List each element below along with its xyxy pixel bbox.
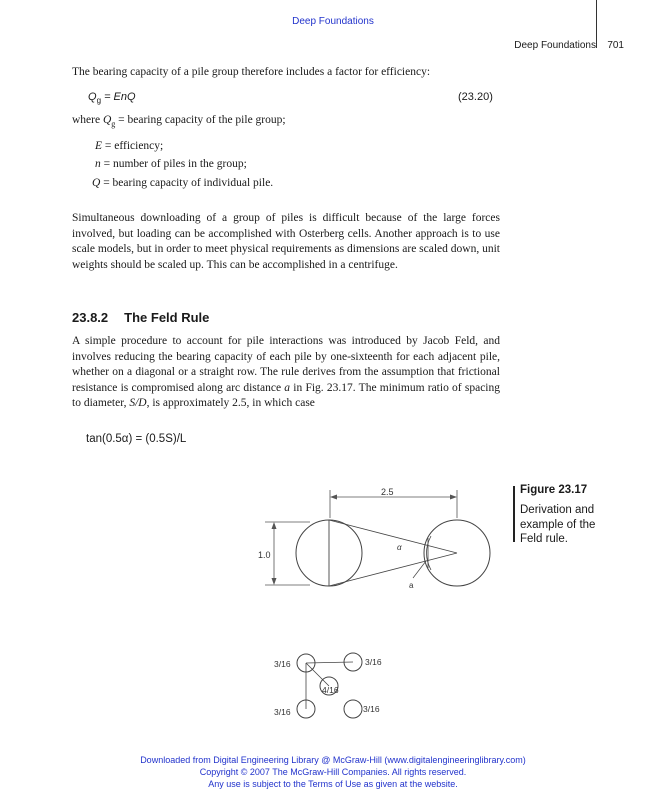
definition-q [92,177,273,189]
eq-lhs: Q [88,91,97,103]
where-pre: where [72,114,103,126]
section-number: 23.8.2 [72,310,109,325]
equation-number: (23.20) [458,91,493,103]
equation-tan: tan(0.5α) = (0.5S)/L [86,433,187,445]
section-title: The Feld Rule [124,310,210,325]
feld-text-1: A simple procedure to account for pile interactions was introduced by Jacob Feld, and involves reducing the bearing capacity of each pile by one-sixteenth for each adjacent pile, whether on a diagonal or a straight row. The rule derives from the assumption that frictional resistance is compromised along arc distance [72,335,500,394]
where-sub: g [111,119,116,129]
group-link-top [306,662,353,663]
group-label-top-right: 3/16 [365,657,382,667]
def-text: = efficiency; [102,140,164,152]
section-heading [72,310,209,325]
label-diameter: 1.0 [258,550,271,560]
arrowhead-left [330,495,337,500]
footer-terms: Any use is subject to the Terms of Use as given at the website. [208,779,458,789]
footer-copyright: Copyright © 2007 The McGraw-Hill Companies. All rights reserved. [199,767,467,777]
def-text: = number of piles in the group; [100,158,247,170]
arrowhead-right [450,495,457,500]
group-pile-bottom-right [344,700,362,718]
downloading-paragraph: Simultaneous downloading of a group of piles is difficult because of the large forces involved, but loading can be accomplished with Osterberg cells. Another approach is to use scale models, but in order to meet physical requirements as dimensions are scaled down, unit weights should be scaled up. This can be accomplished in a centrifuge. [72,212,500,271]
footer-download-link[interactable]: Downloaded from Digital Engineering Library @ McGraw-Hill (www.digitalengineeringlibrary.com) [140,755,526,765]
top-link[interactable]: Deep Foundations [292,16,374,27]
group-label-top-left: 3/16 [274,659,291,669]
intro-paragraph: The bearing capacity of a pile group therefore includes a factor for efficiency: [72,66,431,78]
feld-ratio: S/D [129,397,147,410]
label-alpha: α [397,543,402,552]
where-sym: Q [102,114,112,126]
arc-a [427,536,432,570]
caption-bar [513,486,515,542]
group-link-diagonal [306,663,329,686]
feld-a: a [284,381,291,394]
where-text: = bearing capacity of the pile group; [115,114,286,126]
group-label-bottom-left: 3/16 [274,707,291,717]
def-symbol: E [95,140,103,152]
group-label-center: 4/16 [322,685,339,695]
feld-text-2: in Fig. 23.17. The minimum ratio of spacing to diameter, [72,381,500,410]
definition-n [95,158,247,170]
feld-text-3: , is approximately 2.5, in which case [146,397,315,410]
running-head: Deep Foundations [514,40,596,51]
eq-rhs: = EnQ [101,91,136,103]
tangent-upper [329,520,457,553]
figure-feld-rule [250,478,510,728]
header-divider [596,0,597,48]
label-spacing: 2.5 [381,487,394,497]
equation-efficiency [88,91,136,105]
eq-lhs-sub: g [96,96,102,106]
label-a: a [409,581,414,590]
arrowhead-bottom [272,578,277,585]
where-line [72,114,286,128]
caption-text: Derivation and example of the Feld rule. [520,504,596,545]
feld-paragraph [72,334,500,412]
def-text: = bearing capacity of individual pile. [100,177,274,189]
arrowhead-top [272,522,277,529]
def-symbol: n [95,158,101,170]
def-symbol: Q [92,177,101,189]
tangent-lower [329,553,457,586]
group-label-bottom-right: 3/16 [363,704,380,714]
definition-e [95,140,163,152]
page-number: 701 [607,40,624,51]
caption-title: Figure 23.17 [520,484,588,496]
